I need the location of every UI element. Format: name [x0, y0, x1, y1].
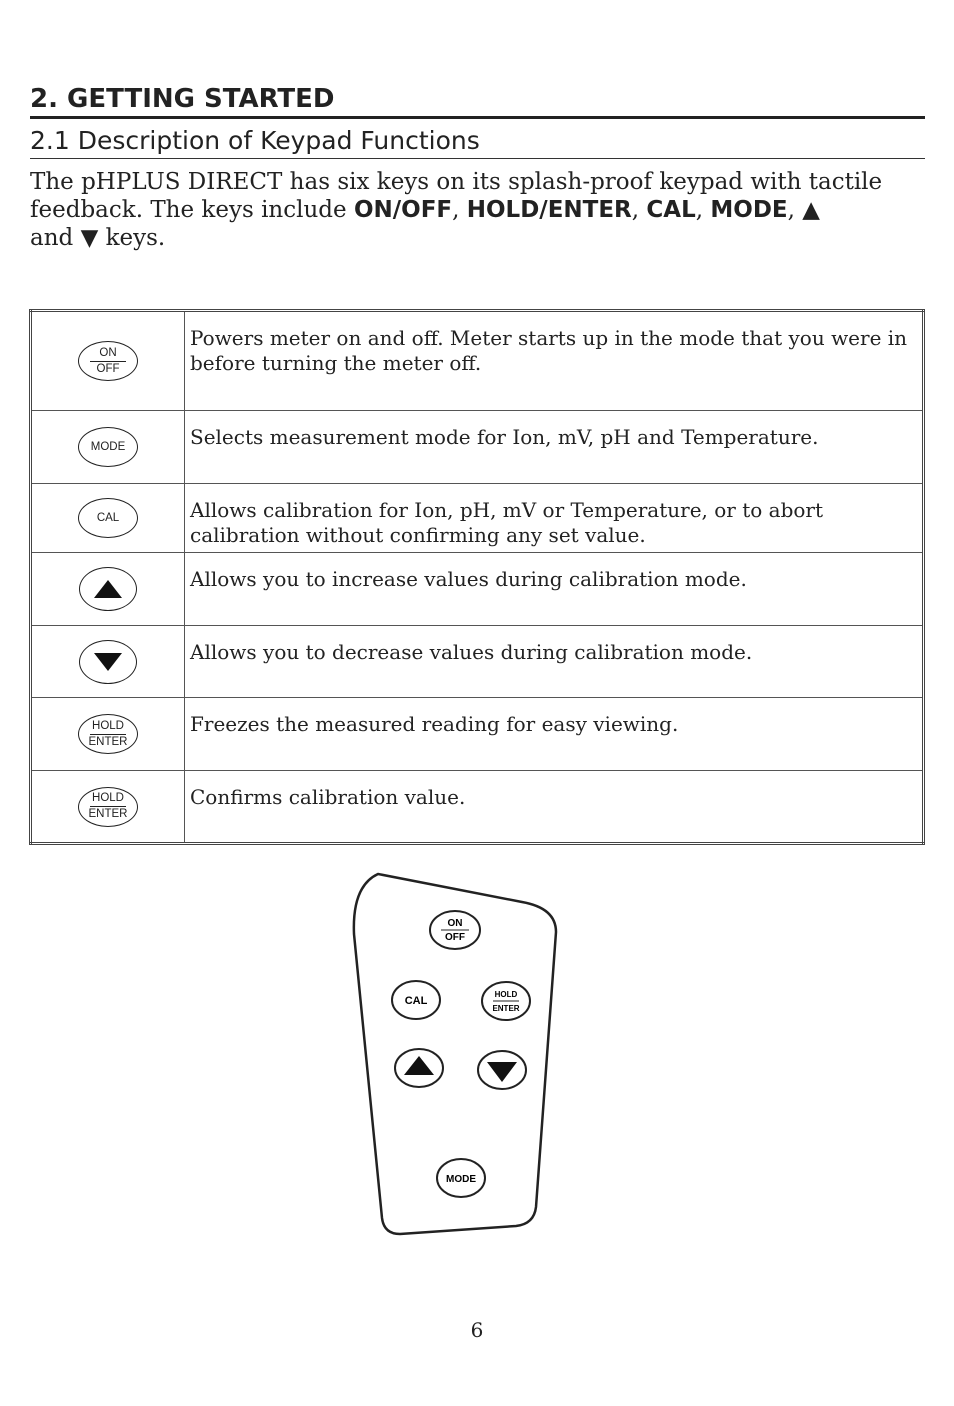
down-arrow-key-icon [79, 640, 137, 684]
remote-on-off-key [430, 911, 480, 949]
table-row [31, 411, 924, 484]
on-off-key-icon: ON OFF [78, 341, 138, 381]
section-heading: 2. GETTING STARTED [30, 82, 925, 119]
remote-mode-key [437, 1159, 485, 1197]
hold-enter-key-icon: HOLD ENTER [78, 714, 138, 754]
svg-text:ON: ON [447, 918, 463, 929]
key-description: Allows you to decrease values during calibration mode. [185, 626, 924, 698]
cal-key-icon: CAL [78, 498, 138, 538]
intro-paragraph: The pHPLUS DIRECT has six keys on its splash-proof keypad with tactile feedback. The keys include ON/OFF, HOLD/ENTER, CAL, MODE, ▲ and ▼ keys. [30, 169, 883, 251]
table-row [31, 311, 924, 411]
up-arrow-key-icon [79, 567, 137, 611]
key-description: Freezes the measured reading for easy viewing. [185, 698, 924, 771]
svg-text:ENTER: ENTER [492, 1004, 520, 1013]
key-description: Allows you to increase values during calibration mode. [185, 553, 924, 626]
key-description: Powers meter on and off. Meter starts up in the mode that you were in before turning the meter off. [185, 311, 924, 411]
up-triangle-icon: ▲ [802, 197, 820, 223]
svg-text:CAL: CAL [404, 995, 428, 1007]
svg-text:OFF: OFF [445, 932, 465, 943]
remote-up-key [395, 1049, 443, 1087]
subsection-heading: 2.1 Description of Keypad Functions [30, 124, 925, 159]
table-row [31, 771, 924, 844]
remote-cal-key [392, 981, 440, 1019]
svg-text:MODE: MODE [446, 1174, 476, 1185]
down-triangle-icon: ▼ [80, 225, 99, 251]
key-name-hold-enter: HOLD/ENTER [466, 197, 632, 223]
table-row [31, 484, 924, 553]
hold-enter-key-icon: HOLD ENTER [78, 787, 138, 827]
key-name-mode: MODE [710, 197, 788, 223]
table-row [31, 626, 924, 698]
key-description: Selects measurement mode for Ion, mV, pH and Temperature. [185, 411, 924, 484]
table-row [31, 698, 924, 771]
key-description: Allows calibration for Ion, pH, mV or Temperature, or to abort calibration without confirming any set value. [185, 484, 924, 553]
key-name-on-off: ON/OFF [353, 197, 453, 223]
page-number: 6 [470, 1318, 484, 1342]
key-name-cal: CAL [646, 197, 696, 223]
mode-key-icon: MODE [78, 427, 138, 467]
svg-text:HOLD: HOLD [494, 990, 518, 999]
keypad-functions-table [29, 309, 925, 845]
key-description: Confirms calibration value. [185, 771, 924, 844]
table-row [31, 553, 924, 626]
remote-hold-enter-key [482, 982, 530, 1020]
keypad-illustration [340, 862, 570, 1242]
remote-down-key [478, 1051, 526, 1089]
